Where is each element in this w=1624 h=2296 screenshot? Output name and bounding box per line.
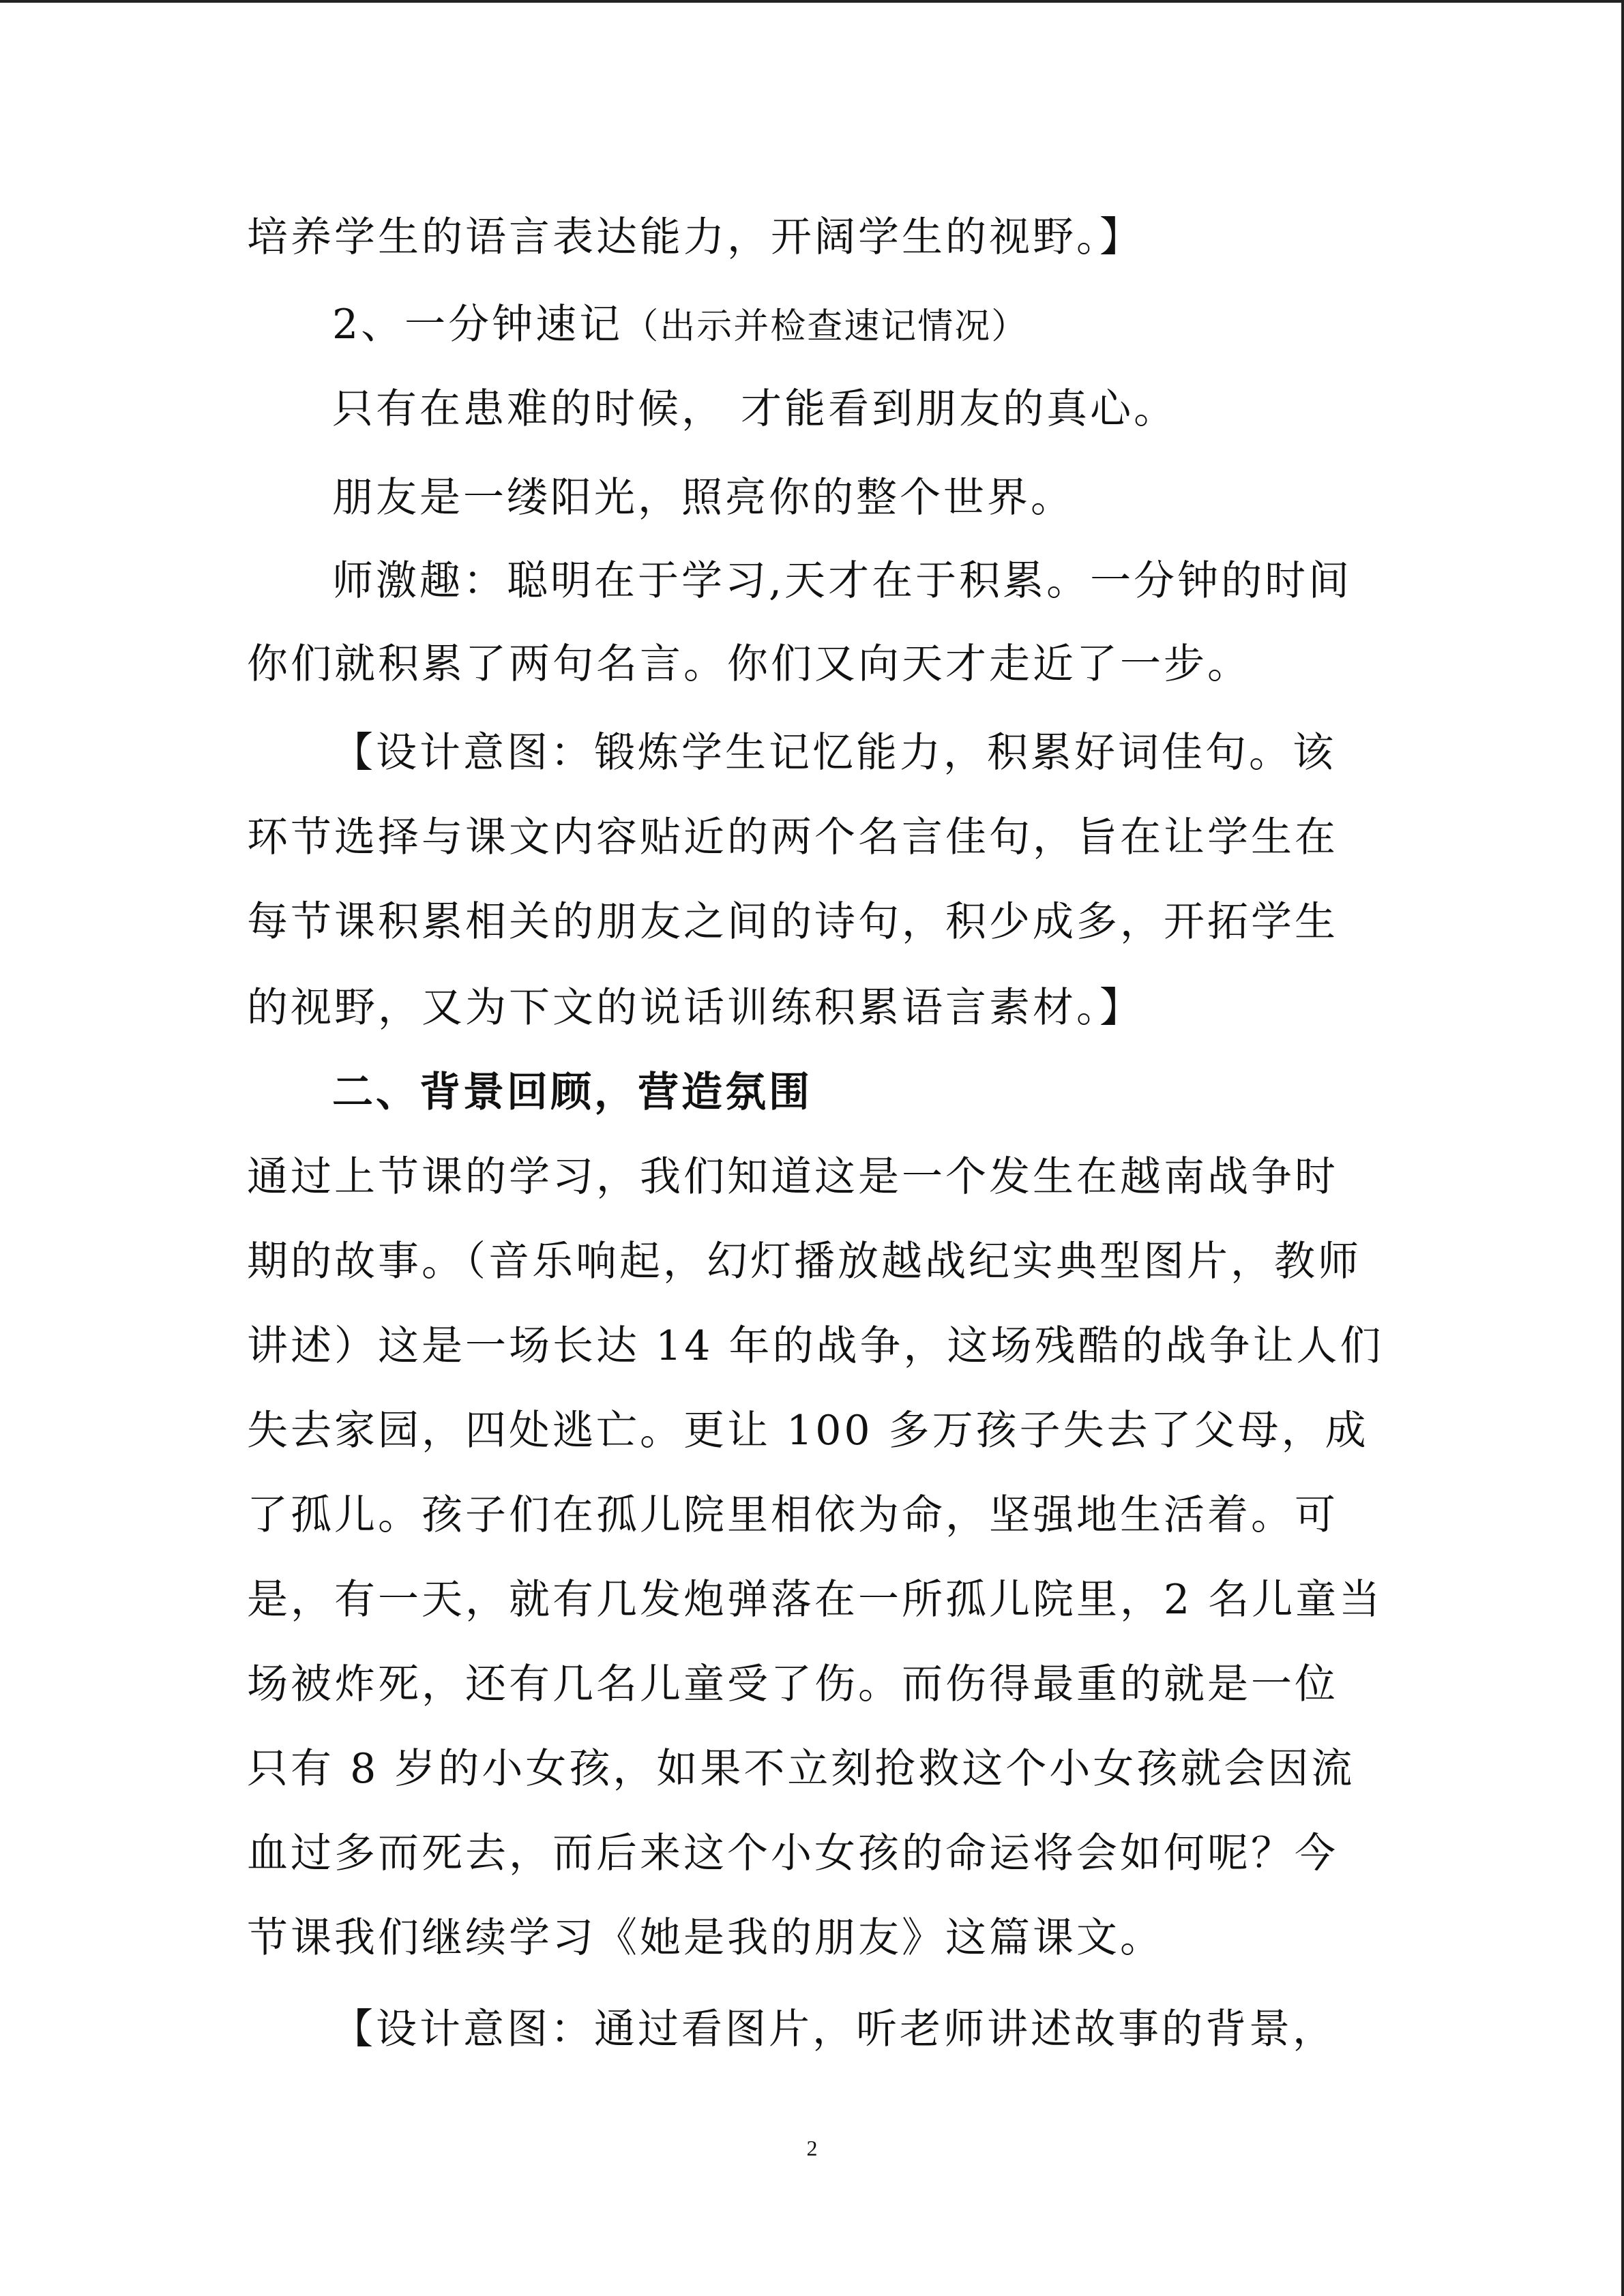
quote-line: 朋友是一缕阳光，照亮你的整个世界。 [332,474,1074,522]
quote-line: 只有在患难的时候， 才能看到朋友的真心。 [332,385,1178,433]
text-line: 了孤儿。孩子们在孤儿院里相依为命，坚强地生活着。可 [247,1491,1338,1539]
text-line: 场被炸死，还有几名儿童受了伤。而伤得最重的就是一位 [247,1660,1338,1708]
design-intent-line: 【设计意图：通过看图片，听老师讲述故事的背景， [332,2006,1336,2053]
text-line: 失去家园，四处逃亡。更让 100 多万孩子失去了父母，成 [247,1407,1369,1455]
section-heading: 二、背景回顾，营造氛围 [332,1069,812,1116]
text-line: 节课我们继续学习《她是我的朋友》这篇课文。 [247,1914,1164,1962]
text-line: 是，有一天，就有几发炮弹落在一所孤儿院里，2 名儿童当 [247,1576,1383,1624]
text-line: 只有 8 岁的小女孩，如果不立刻抢救这个小女孩就会因流 [247,1745,1355,1793]
subsection-heading [332,297,1028,354]
subsection-note: （出示并检查速记情况） [623,306,1029,347]
text-line: 讲述）这是一场长达 14 年的战争，这场残酷的战争让人们 [247,1322,1384,1370]
text-line: 你们就积累了两句名言。你们又向天才走近了一步。 [247,640,1251,688]
text-line: 期的故事。（音乐响起，幻灯播放越战纪实典型图片，教师 [247,1238,1361,1285]
text-line: 培养学生的语言表达能力，开阔学生的视野。】 [247,213,1143,261]
page-top-border [0,0,1624,3]
page-number: 2 [806,2136,818,2160]
design-intent-line: 【设计意图：锻炼学生记忆能力，积累好词佳句。该 [332,729,1336,777]
design-intent-line: 的视野，又为下文的说话训练积累语言素材。】 [247,984,1143,1032]
subsection-title: 2、一分钟速记 [332,301,623,348]
text-line: 通过上节课的学习，我们知道这是一个发生在越南战争时 [247,1153,1338,1201]
page-right-border [1621,0,1624,2296]
design-intent-line: 每节课积累相关的朋友之间的诗句，积少成多，开拓学生 [247,898,1338,946]
design-intent-line: 环节选择与课文内容贴近的两个名言佳句，旨在让学生在 [247,814,1338,861]
text-line: 师激趣：聪明在于学习,天才在于积累。一分钟的时间 [332,557,1353,605]
text-line: 血过多而死去，而后来这个小女孩的命运将会如何呢？今 [247,1830,1338,1877]
